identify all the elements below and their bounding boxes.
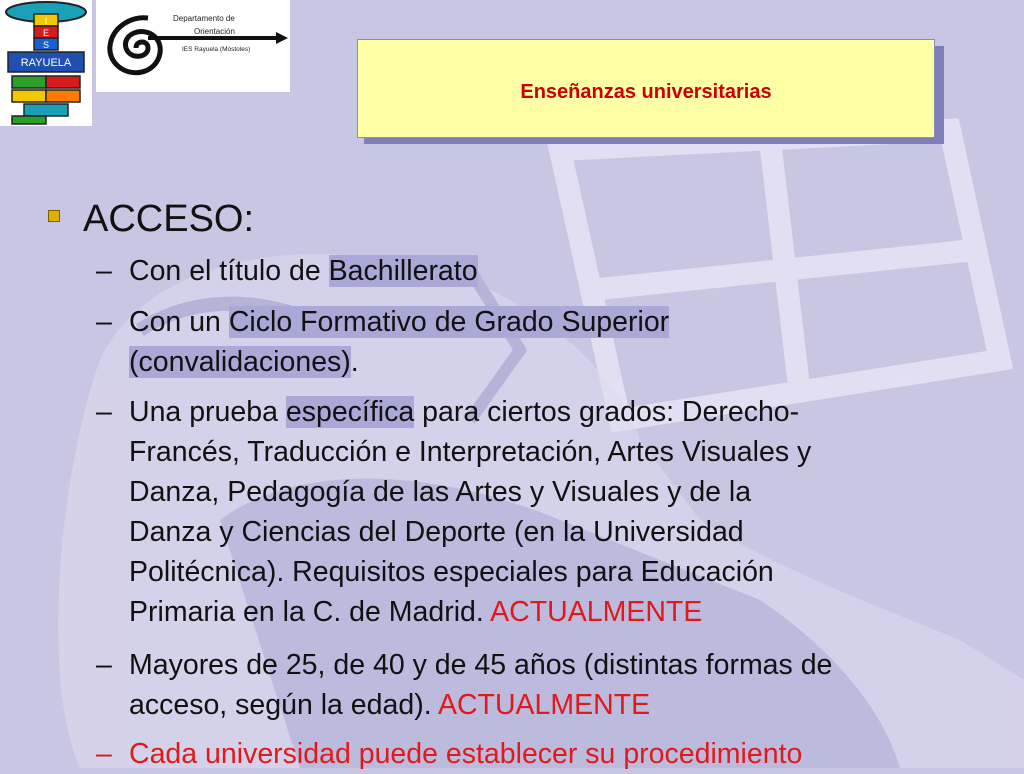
dept-line-2: Orientación: [194, 27, 235, 36]
highlight-especifica: específica: [285, 396, 415, 428]
actualmente-tag: ACTUALMENTE: [490, 596, 703, 628]
logo-rayuela-text: RAYUELA: [20, 57, 72, 69]
dash-bullet: –: [96, 738, 112, 770]
logo-letter-s: S: [42, 40, 50, 50]
access-heading: ACCESO:: [83, 198, 255, 240]
dash-bullet: –: [96, 396, 112, 428]
square-bullet-icon: [48, 210, 60, 222]
highlight-convalidaciones: (convalidaciones): [129, 346, 351, 378]
highlight-ciclo: Ciclo Formativo de Grado Superior: [228, 306, 670, 338]
logo-letter-e: E: [42, 28, 50, 38]
dept-line-3: IES Rayuela (Móstoles): [182, 46, 251, 53]
slide-title: Enseñanzas universitarias: [520, 81, 772, 103]
logo-letter-i: I: [44, 16, 48, 26]
dash-bullet: –: [96, 306, 112, 338]
dept-line-1: Departamento de: [173, 14, 235, 23]
actualmente-tag: ACTUALMENTE: [437, 689, 651, 721]
slide-content: ACCESO: – Con el título de Bachillerato – Con un Ciclo Formativo de Grado Superior (convalidaciones). – Una prueba específica para ciertos grados: Derecho- Francés, Traducción e Interpretación, Artes Visuales y Danza, Pedagogía de las Artes y Visuales y de la Danza y Ciencias del Deporte (en la Universidad Politécnica). Requisitos especiales para Educación Primaria en la C. de Madrid. ACTUALMENTE – Mayores de 25, de 40 y de 45 años (distintas formas de acceso, según la edad). ACTUALMENTE – Cada universidad puede establecer su procedimiento: [0, 0, 1024, 768]
dash-bullet: –: [96, 649, 112, 681]
highlight-bachillerato: Bachillerato: [328, 255, 478, 287]
dash-bullet: –: [96, 255, 112, 287]
